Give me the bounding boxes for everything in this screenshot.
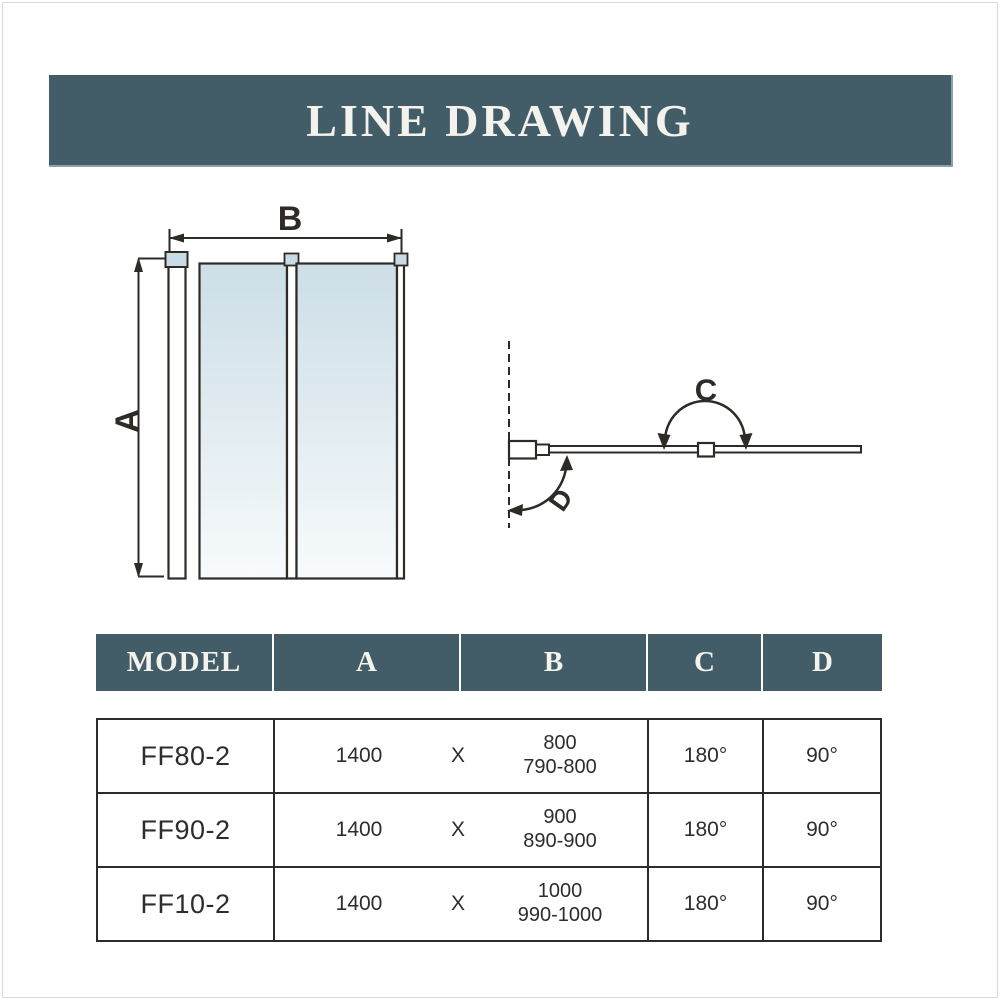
swing-inner-cell: 90° [762,868,880,940]
swing-inner-cell: 90° [762,794,880,866]
page-title: LINE DRAWING [306,94,694,146]
times-separator: X [450,744,465,767]
arrow-right-icon [387,234,402,243]
arrow-left-icon [169,234,184,243]
height-dimension-label: A [109,408,147,434]
header-cell-c: C [648,634,761,691]
front-view [109,200,408,579]
swing-outer-cell: 180° [647,720,762,792]
width-nominal: 1000 [537,880,583,903]
spec-table-header [96,634,882,691]
wall-bracket [509,441,536,459]
middle-frame [287,264,297,579]
width-nominal: 900 [543,806,577,829]
width-values [473,880,647,927]
size-cell [273,794,647,866]
top-view [507,341,861,528]
right-frame-cap [395,254,408,266]
right-frame [397,264,404,579]
glass-panel-1 [200,264,288,579]
width-dimension-label: B [277,200,303,238]
model-cell: FF80-2 [140,740,231,771]
wall-profile-cap [166,252,188,267]
swing-outer-label: C [694,372,718,408]
table-row [98,792,880,866]
size-cell [273,868,647,940]
pivot-connector [536,445,549,456]
model-cell: FF10-2 [140,888,231,919]
height-value: 1400 [335,818,383,841]
size-cell [273,720,647,792]
width-nominal: 800 [543,732,577,755]
header-cell-b: B [461,634,646,691]
header-cell-model: MODEL [96,634,272,691]
height-value: 1400 [335,744,383,767]
swing-inner-label: D [543,483,579,517]
wall-profile [169,256,186,579]
times-separator: X [450,818,465,841]
times-separator: X [450,892,465,915]
width-range: 990-1000 [517,904,603,926]
swing-outer-cell: 180° [647,868,762,940]
header-cell-d: D [763,634,882,691]
table-row [98,866,880,940]
spec-table [96,718,882,942]
model-cell: FF90-2 [140,814,231,845]
hinge-block [698,443,714,457]
swing-outer-cell: 180° [647,794,762,866]
table-row [98,720,880,792]
swing-inner-cell: 90° [762,720,880,792]
height-value: 1400 [335,892,383,915]
width-values [473,732,647,779]
arc-arrow-icon [560,455,573,471]
glass-panel-2 [297,264,398,579]
header-cell-a: A [274,634,459,691]
width-range: 890-900 [523,830,597,852]
width-values [473,806,647,853]
width-range: 790-800 [523,756,597,778]
